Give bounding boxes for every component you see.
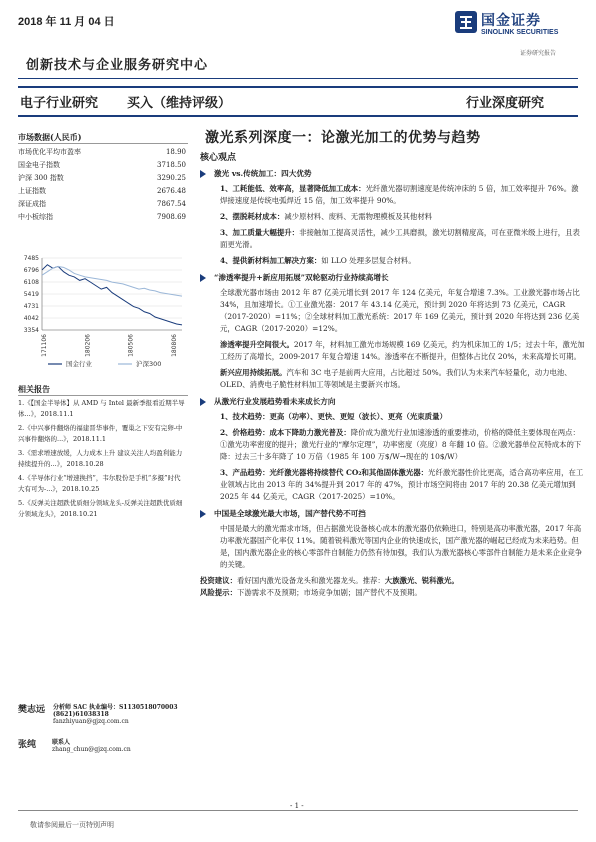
market-data-table (18, 146, 186, 224)
arrow-bullet-icon (200, 398, 206, 406)
x-tick-label: 171106 (41, 334, 48, 357)
logo-en-text: SINOLINK SECURITIES (481, 29, 559, 36)
analyst-role: 分析师 SAC 执业编号：S1130518070003 (53, 704, 178, 711)
legend-label: 沪深300 (136, 360, 162, 368)
header-divider-bottom (18, 115, 578, 117)
rating-label: 买入（维持评级） (127, 96, 232, 111)
investment-advice: 投资建议：看好国内激光设备龙头和激光器龙头。推荐：大族激光、锐科激光。 (200, 576, 459, 585)
report-series: 证券研究报告 (520, 50, 557, 57)
market-divider (18, 143, 188, 144)
x-tick-label: 180806 (171, 334, 178, 357)
logo-cn-text: 国金证券 (481, 13, 541, 29)
analyst-phone: (8621)61038318 (53, 711, 109, 718)
related-report-item[interactable]: 2.《中兴事件翻烙的福建晋华事件，覆巢之下安有完卵-中兴事件翻烙的...》，2018.11.1 (18, 424, 183, 443)
header-divider-top (18, 86, 578, 88)
body-paragraph: 1、技术趋势：更高（功率）、更快、更短（波长）、更亮（光束质量） (220, 412, 447, 421)
body-paragraph: 中国是最大的激光需求市场，但占据激光设备核心成本的激光器仍依赖进口，特别是高功率激光器，2017 年高功率激光器国产化率仅 11%。随着锐科激光等国内企业的快速成长，国产激光器的崛起已经成为未来趋势。但是，国内激光器企业的核心零部件自制能力仍然有待加强，我们认为激光器核心零部件自制能力是未来企业竞争的关键。 (220, 524, 583, 569)
body-paragraph: 4、提供新材料加工解决方案：如 LLO 处理多层复合材料。 (220, 256, 416, 265)
main-body (200, 165, 585, 599)
body-paragraph: 3、加工质量大幅提升：非接触加工提高灵活性，减少工具磨损，激光切割精度高，可在亚微米级上进行，且表面更光滑。 (220, 228, 580, 249)
y-tick-label: 7485 (23, 255, 39, 262)
market-data-title: 市场数据(人民币) (18, 132, 82, 142)
body-paragraph: 2、价格趋势：成本下降助力激光普及：降价成为激光行业加速渗透的重要推动，价格的降低主要体现在两点：①激光功率密度的提升；激光行业的“摩尔定理”，功率密度（亮度）8 年翻 10 倍。②激光器单位瓦特成本的下降：过去三十多年降了 10 万倍（1985 年 100 万$/W→现在的 10$/W） (220, 428, 582, 461)
legend-label: 国金行业 (66, 360, 92, 368)
footer-divider (18, 810, 578, 811)
y-tick-label: 6796 (23, 267, 39, 275)
section-heading: 中国是全球激光最大市场，国产替代势不可挡 (200, 507, 585, 521)
analyst-email[interactable]: zhang_chun@gjzq.com.cn (52, 746, 131, 753)
logo-mark-icon (455, 11, 477, 33)
series-line (42, 265, 182, 325)
core-viewpoint-label: 核心观点 (200, 153, 237, 163)
related-report-item[interactable]: 1.《【国金半导体】从 AMD 与 Intel 最新季报看近期半导体...》，2018.11.1 (18, 399, 185, 418)
analyst-entry (18, 737, 193, 753)
page-number: - 1 - (287, 802, 307, 810)
industry-label: 电子行业研究 (20, 96, 99, 111)
body-paragraph: 全球激光器市场由 2012 年 87 亿美元增长到 2017 年 124 亿美元，年复合增速 7.3%。工业激光器市场占比 34%，且加速增长。①工业激光器：2017 年 43.14 亿美元，预计到 2020 年将达到 73 亿美元，CAGR（2017-2020）=11%；②全球材料加工激光系统：2017 年 169 亿美元，预计到 2020 年将达到 236 亿美元，CAGR（2017-2020）=12%。 (220, 288, 580, 333)
y-tick-label: 3354 (23, 327, 39, 334)
related-report-item[interactable]: 4.《半导体行业“增速换挡”，韦尔股份是手机“多摄”时代大有可为-...》，2018.10.25 (18, 474, 181, 493)
market-row: 国金电子指数 3718.50 (18, 161, 186, 169)
related-report-item[interactable]: 5.《反弹关注超跌优质细分领域龙头-反弹关注超跌优质细分领域龙头》，2018.10.21 (18, 499, 183, 518)
body-paragraph: 2、摆脱耗材成本：减少原材料、废料、无需物理模板及其他材料 (220, 212, 433, 221)
market-row: 市场优化平均市盈率 18.90 (18, 148, 186, 156)
report-type-label: 行业深度研究 (466, 96, 545, 111)
body-paragraph: 新兴应用持续拓展。汽车和 3C 电子是前两大应用，占比超过 50%。我们认为未来汽车轻量化，动力电池、OLED、消费电子脆性材料加工等领域是主要新兴市场。 (220, 368, 572, 389)
y-tick-label: 4042 (23, 315, 39, 323)
analyst-name: 张纯 (18, 740, 37, 750)
y-tick-label: 4731 (23, 303, 39, 310)
analyst-entry (18, 702, 193, 725)
arrow-bullet-icon (200, 170, 206, 178)
report-title: 激光系列深度一：论激光加工的优势与趋势 (205, 130, 481, 146)
market-row: 上证指数 2676.48 (18, 187, 186, 195)
y-tick-label: 5419 (23, 291, 39, 299)
research-center: 创新技术与企业服务研究中心 (26, 58, 209, 73)
body-paragraph: 1、工耗能低、效率高，显著降低加工成本：光纤激光器切割速度是传统冲床的 5 倍，加工效率提升 76%。激焊接速度是传统电弧焊近 15 倍，加工效率提升 90%。 (220, 184, 579, 205)
section-heading: “渗透率提升+新应用拓展”双轮驱动行业持续高增长 (200, 271, 585, 285)
header-divider-thin (18, 78, 578, 79)
analyst-block (18, 702, 193, 753)
arrow-bullet-icon (200, 274, 206, 282)
x-tick-label: 180206 (84, 334, 92, 357)
related-divider (18, 395, 188, 396)
report-date: 2018 年 11 月 04 日 (18, 16, 115, 28)
section-heading: 激光 vs.传统加工：四大优势 (200, 167, 585, 181)
risk-warning: 风险提示：下游需求不及预期；市场竞争加剧；国产替代不及预期。 (200, 588, 422, 597)
arrow-bullet-icon (200, 510, 206, 518)
body-paragraph: 3、产品趋势：光纤激光器将持续替代 CO₂和其他固体激光器：光纤激光器性价比更高，适合高功率应用，在工业领域占比由 2013 年的 34%提升到 2017 年的 47%，预计市场空间将由 2017 年的 20.38 亿美元增加到 2025 年 44 亿美元，CAGR（2017-2025）=10%。 (220, 468, 584, 501)
body-paragraph: 渗透率提升空间很大。2017 年，材料加工激光市场规模 169 亿美元，约为机床加工的 1/5；过去十年，激光加工经历了高增长，2009-2017 年复合增速 14%。渗透率在不断提升，但整体占比仅 20%，未来高增长可期。 (220, 340, 585, 361)
analyst-email[interactable]: fanzhiyuan@gjzq.com.cn (53, 718, 129, 725)
market-row: 沪深 300 指数 3290.25 (18, 174, 186, 182)
related-reports-list (18, 398, 186, 523)
y-tick-label: 6108 (23, 279, 39, 286)
footer-disclaimer: 敬请参阅最后一页特别声明 (30, 821, 114, 829)
market-row: 中小板综指 7908.69 (18, 213, 186, 221)
related-report-item[interactable]: 3.《需求增速放缓，人力成本上升 建议关注人均盈利能力持续提升的...》，2018.10.28 (18, 449, 183, 468)
analyst-name: 樊志远 (18, 705, 46, 715)
section-heading: 从激光行业发展趋势看未来成长方向 (200, 395, 585, 409)
market-row: 深证成指 7867.54 (18, 200, 186, 208)
analyst-role: 联系人 (52, 739, 71, 746)
index-line-chart (14, 252, 190, 372)
sinolink-logo (455, 9, 585, 43)
x-tick-label: 180506 (127, 334, 135, 357)
related-reports-title: 相关报告 (18, 384, 50, 394)
